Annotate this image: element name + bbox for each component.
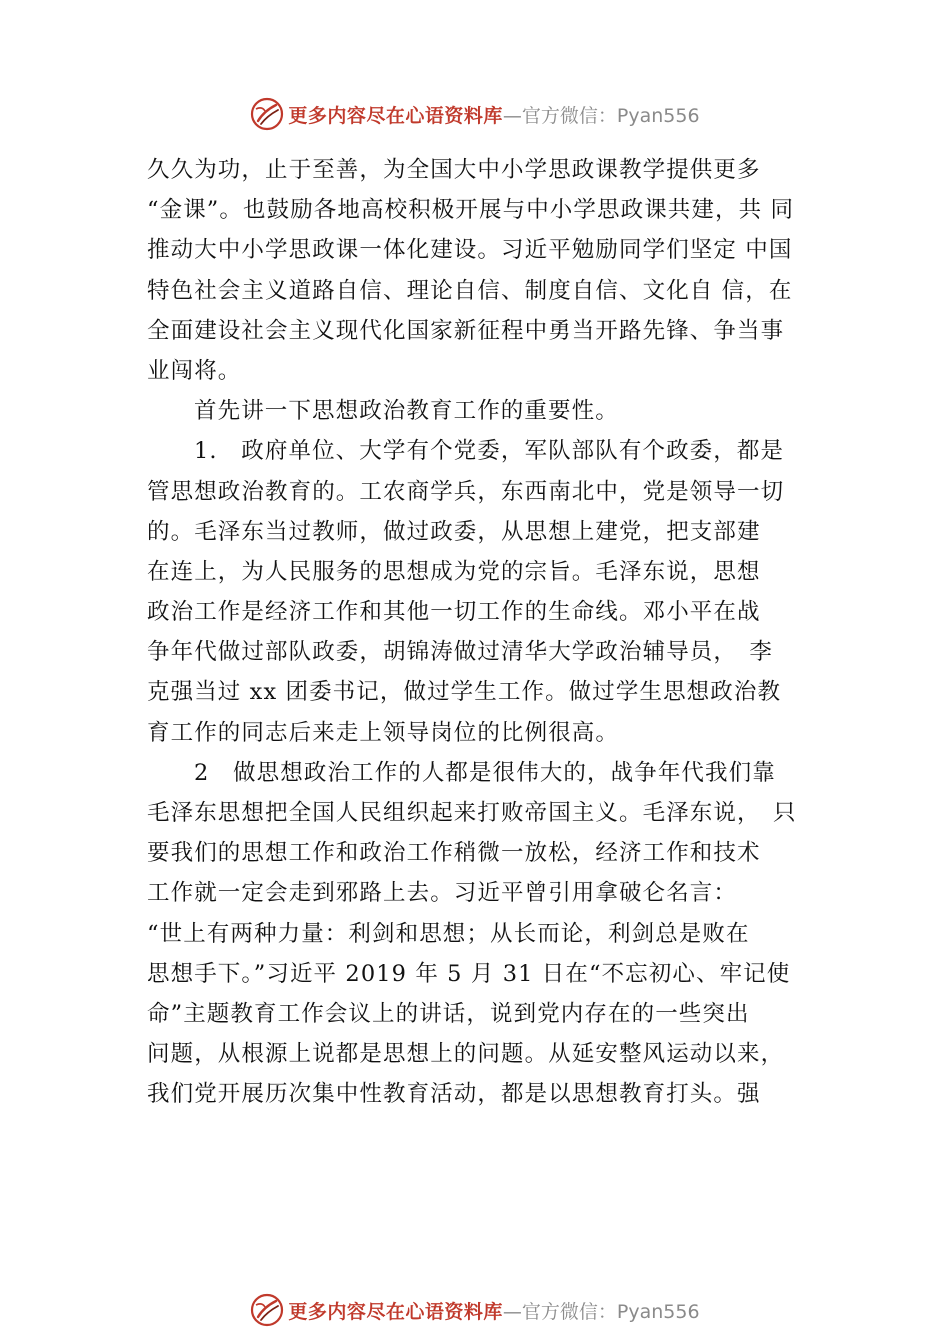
- text-line: 工作就一定会走到邪路上去。习近平曾引用拿破仑名言：: [147, 880, 738, 907]
- text-line: 克强当过 xx 团委书记，做过学生工作。做过学生思想政治教: [147, 679, 782, 706]
- text-line: 要我们的思想工作和政治工作稍微一放松，经济工作和技术: [147, 840, 761, 867]
- text-line: “世上有两种力量：利剑和思想；从长而论，利剑总是败在: [147, 920, 750, 947]
- text-line: 1. 政府单位、大学有个党委，军队部队有个政委，都是: [194, 438, 785, 465]
- text-line: 命”主题教育工作会议上的讲话，说到党内存在的一些突出: [147, 1000, 750, 1027]
- header-watermark: [0, 94, 950, 134]
- watermark-red-text: 更多内容尽在心语资料库: [288, 1300, 503, 1323]
- pen-scroll-logo-icon: [250, 97, 284, 131]
- text-line: 管思想政治教育的。工农商学兵，东西南北中，党是领导一切: [147, 478, 785, 505]
- watermark-red-text: 更多内容尽在心语资料库: [288, 104, 503, 127]
- text-line: 我们党开展历次集中性教育活动，都是以思想教育打头。强: [147, 1081, 761, 1108]
- pen-scroll-logo-icon: [250, 1293, 284, 1327]
- text-line: 政治工作是经济工作和其他一切工作的生命线。邓小平在战: [147, 599, 761, 626]
- text-line: 毛泽东思想把全国人民组织起来打败帝国主义。毛泽东说， 只: [147, 800, 797, 826]
- text-line: 争年代做过部队政委，胡锦涛做过清华大学政治辅导员， 李: [147, 639, 773, 666]
- text-line: 特色社会主义道路自信、理论自信、制度自信、文化自 信，在: [147, 277, 793, 304]
- footer-watermark: [0, 1290, 950, 1330]
- text-line: 全面建设社会主义现代化国家新征程中勇当开路先锋、争当事: [147, 317, 785, 344]
- text-line: “金课”。也鼓励各地高校积极开展与中小学思政课共建，共 同: [147, 197, 795, 224]
- text-line: 问题，从根源上说都是思想上的问题。从延安整风运动以来，: [147, 1041, 785, 1068]
- text-line: 推动大中小学思政课一体化建设。习近平勉励同学们坚定 中国: [147, 237, 793, 264]
- text-line: 业闯将。: [147, 357, 242, 384]
- text-line: 育工作的同志后来走上领导岗位的比例很高。: [147, 719, 620, 746]
- watermark-gray-text: —官方微信：Pyan556: [502, 104, 700, 127]
- text-line: 的。毛泽东当过教师，做过政委，从思想上建党，把支部建: [147, 518, 761, 545]
- watermark-gray-text: —官方微信：Pyan556: [502, 1300, 700, 1323]
- text-line: 思想手下。”习近平 2019 年 5 月 31 日在“不忘初心、牢记使: [147, 960, 791, 987]
- text-line: 2 做思想政治工作的人都是很伟大的，战争年代我们靠: [194, 759, 776, 786]
- text-line: 首先讲一下思想政治教育工作的重要性。: [194, 398, 619, 425]
- text-line: 在连上，为人民服务的思想成为党的宗旨。毛泽东说，思想: [147, 558, 761, 585]
- text-line: 久久为功，止于至善，为全国大中小学思政课教学提供更多: [147, 157, 761, 183]
- document-body: [147, 150, 822, 1115]
